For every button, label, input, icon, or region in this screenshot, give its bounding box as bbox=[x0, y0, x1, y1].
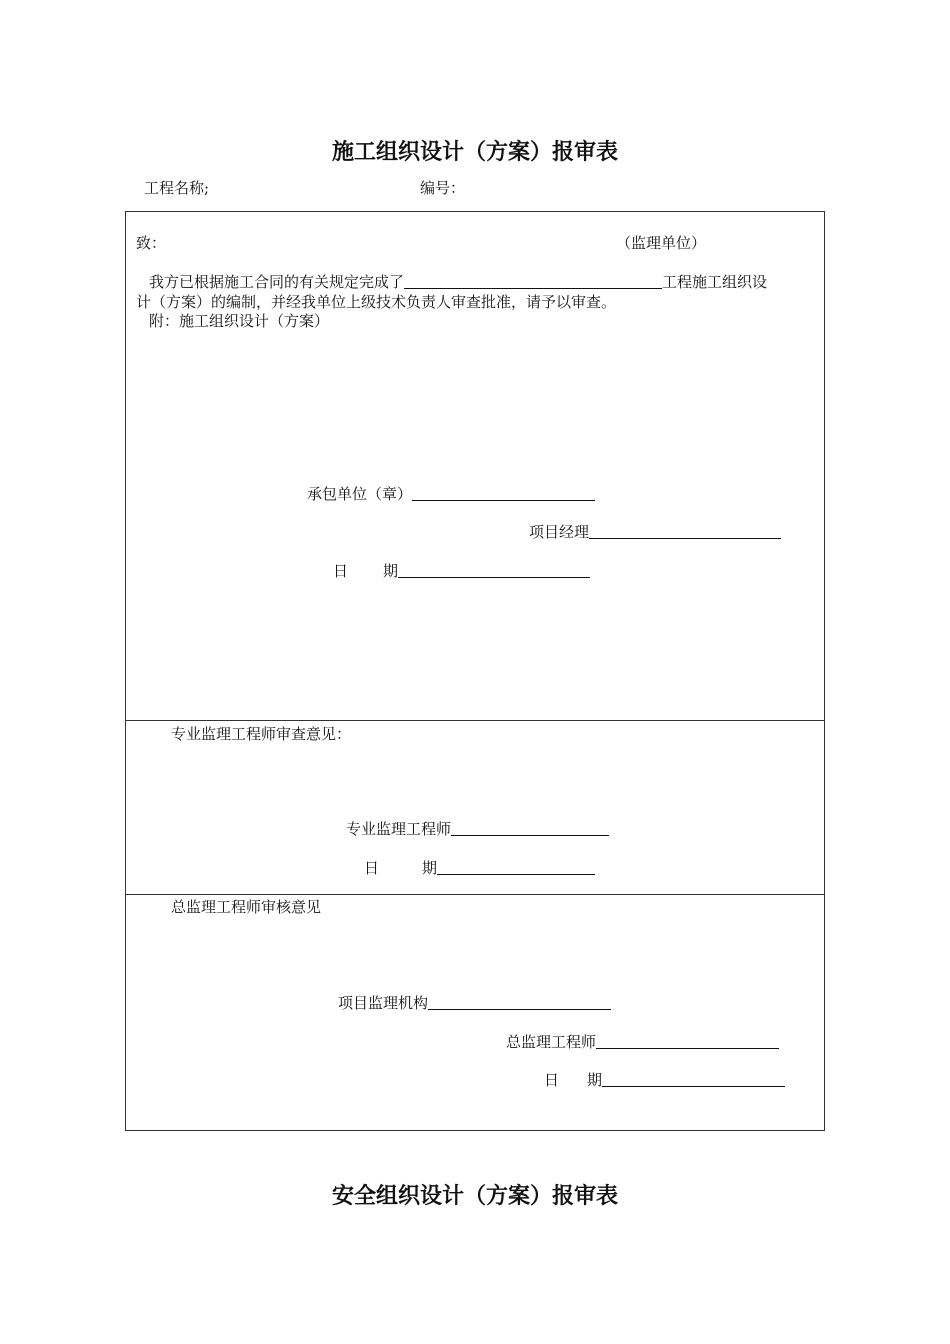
date-char-6: 期 bbox=[587, 1071, 603, 1089]
section-divider-2 bbox=[126, 894, 824, 895]
section-divider-1 bbox=[126, 720, 824, 721]
statement-text-1: 我方已根据施工合同的有关规定完成了 bbox=[149, 273, 405, 291]
engineer-label: 专业监理工程师 bbox=[346, 820, 452, 838]
statement-line-2: 计（方案）的编制，并经我单位上级技术负责人审查批准，请予以审查。 bbox=[136, 293, 617, 311]
project-manager-label: 项目经理 bbox=[529, 523, 590, 541]
date-char-2: 期 bbox=[383, 562, 399, 580]
engineer-opinion-heading: 专业监理工程师审查意见： bbox=[171, 725, 352, 743]
date-char-4: 期 bbox=[422, 859, 438, 877]
date-line-2 bbox=[364, 858, 595, 878]
engineer-line bbox=[346, 819, 609, 839]
date-line-3 bbox=[544, 1070, 785, 1090]
project-manager-line bbox=[529, 522, 781, 542]
attachment-label: 附：施工组织设计（方案） bbox=[149, 312, 330, 330]
contractor-line bbox=[307, 484, 595, 504]
date-char-5: 日 bbox=[544, 1071, 560, 1089]
chief-opinion-heading: 总监理工程师审核意见 bbox=[171, 898, 322, 916]
project-name-label: 工程名称; bbox=[144, 179, 210, 197]
page-title: 施工组织设计（方案）报审表 bbox=[331, 139, 618, 165]
supervision-org-label: 项目监理机构 bbox=[338, 994, 429, 1012]
statement-line-1 bbox=[149, 272, 767, 292]
supervisor-unit-label: （监理单位） bbox=[616, 234, 707, 252]
date-blank-2[interactable] bbox=[437, 858, 595, 875]
statement-text-2: 工程施工组织设 bbox=[662, 273, 768, 291]
date-blank-3[interactable] bbox=[602, 1070, 785, 1087]
chief-engineer-label: 总监理工程师 bbox=[506, 1033, 597, 1051]
supervision-org-blank[interactable] bbox=[428, 993, 611, 1010]
date-char-1: 日 bbox=[333, 562, 349, 580]
date-char-3: 日 bbox=[364, 859, 380, 877]
supervision-org-line bbox=[338, 993, 611, 1013]
project-manager-blank[interactable] bbox=[589, 522, 781, 539]
date-blank-1[interactable] bbox=[398, 561, 590, 578]
review-form bbox=[125, 211, 825, 1131]
number-label: 编号： bbox=[420, 179, 466, 197]
contractor-label: 承包单位（章） bbox=[307, 485, 413, 503]
to-label: 致： bbox=[136, 234, 167, 252]
chief-engineer-blank[interactable] bbox=[596, 1032, 779, 1049]
contractor-blank[interactable] bbox=[412, 484, 595, 501]
project-name-blank[interactable] bbox=[404, 272, 662, 289]
chief-engineer-line bbox=[506, 1032, 779, 1052]
next-form-title: 安全组织设计（方案）报审表 bbox=[331, 1183, 618, 1209]
engineer-blank[interactable] bbox=[451, 819, 609, 836]
date-line-1 bbox=[333, 561, 590, 581]
